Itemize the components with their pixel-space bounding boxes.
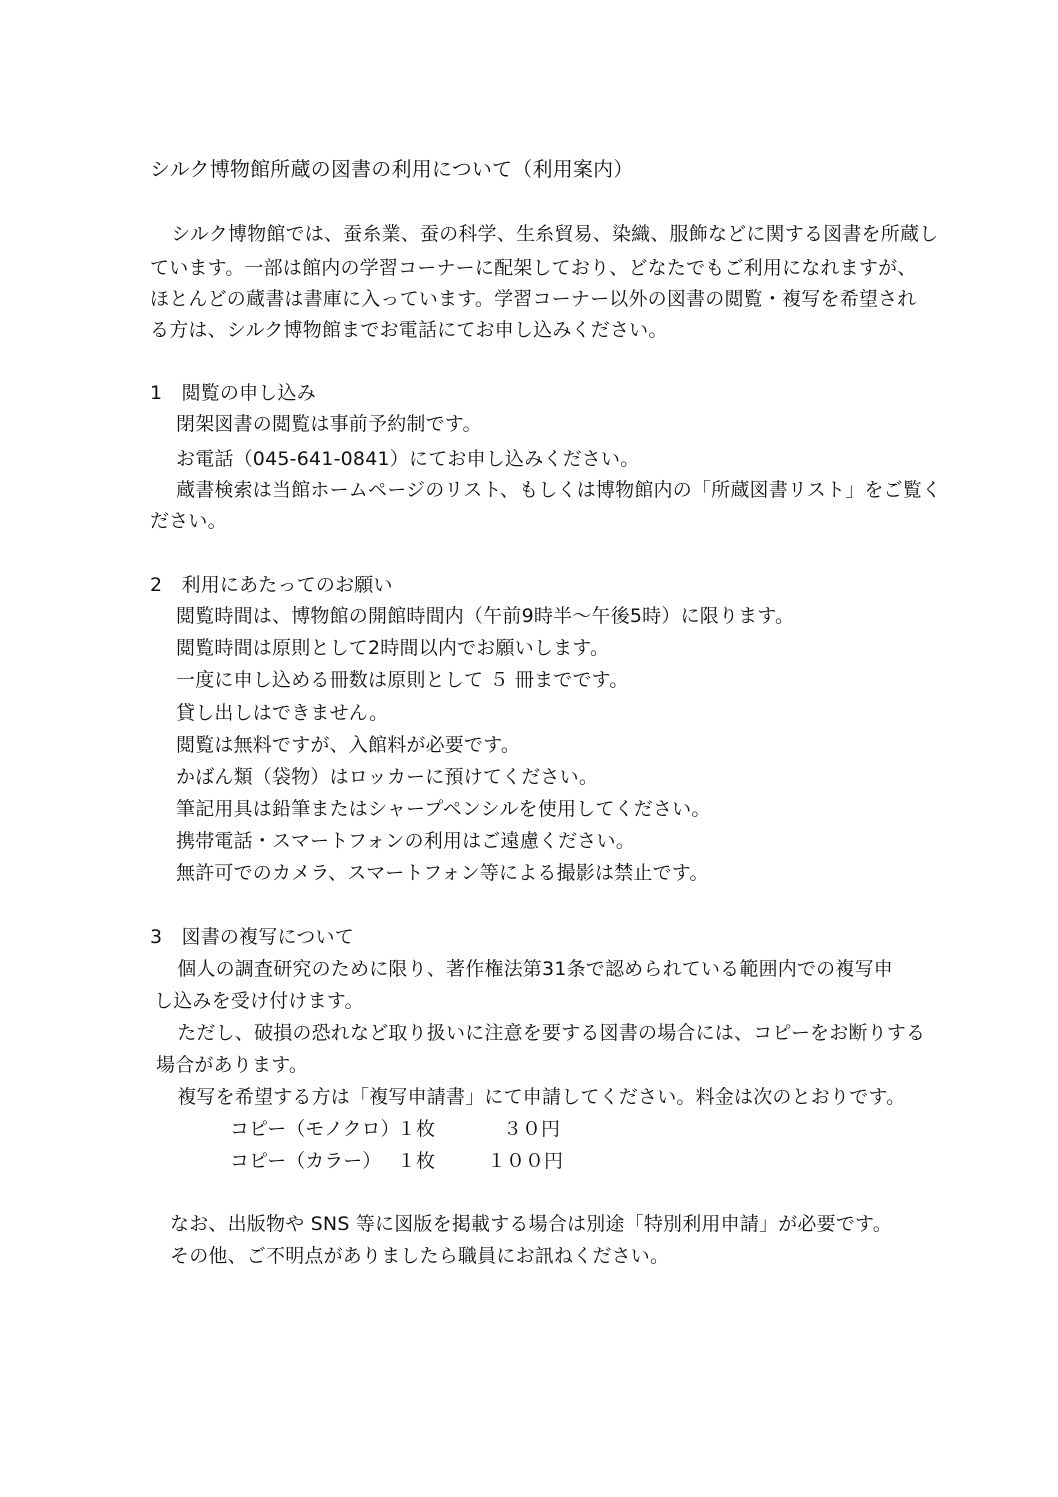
section1-line: お電話（045-641-0841）にてお申し込みください。: [176, 448, 640, 470]
section3-line: ただし、破損の恐れなど取り扱いに注意を要する図書の場合には、コピーをお断りする: [158, 1022, 926, 1044]
section2-line: 筆記用具は鉛筆またはシャープペンシルを使用してください。: [176, 798, 711, 820]
section2-line: 無許可でのカメラ、スマートフォン等による撮影は禁止です。: [176, 862, 709, 884]
section2-line: 閲覧時間は、博物館の開館時間内（午前9時半～午後5時）に限ります。: [176, 605, 795, 627]
price-item: コピー（カラー）: [230, 1150, 382, 1172]
page-title: シルク博物館所蔵の図書の利用について（利用案内）: [150, 157, 634, 181]
intro-line: ほとんどの蔵書は書庫に入っています。学習コーナー以外の図書の閲覧・複写を希望され: [150, 288, 917, 310]
section1-heading: 1 閲覧の申し込み: [150, 382, 316, 404]
section2-line: 閲覧時間は原則として2時間以内でお願いします。: [176, 637, 610, 659]
section1-line: ださい。: [150, 510, 227, 532]
price-unit: １枚: [397, 1118, 436, 1140]
footer-line: その他、ご不明点がありましたら職員にお訊ねください。: [170, 1245, 670, 1267]
price-row-mono: [230, 1117, 590, 1141]
section3-line: 個人の調査研究のために限り、著作権法第31条で認められている範囲内での複写申: [158, 958, 893, 980]
section3-heading: 3 図書の複写について: [150, 926, 354, 948]
section2-line: かばん類（袋物）はロッカーに預けてください。: [176, 766, 599, 788]
section1-line: 閉架図書の閲覧は事前予約制です。: [176, 413, 482, 435]
section2-line: 携帯電話・スマートフォンの利用はご遠慮ください。: [176, 830, 635, 852]
section2-line: 貸し出しはできません。: [176, 702, 389, 724]
intro-line: シルク博物館では、蚕糸業、蚕の科学、生糸貿易、染織、服飾などに関する図書を所蔵し: [152, 223, 939, 245]
intro-line: ています。一部は館内の学習コーナーに配架しており、どなたでもご利用になれますが、: [150, 257, 917, 279]
section2-line: 閲覧は無料ですが、入館料が必要です。: [176, 734, 521, 756]
price-row-color: [230, 1149, 590, 1173]
footer-line: なお、出版物や SNS 等に図版を掲載する場合は別途「特別利用申請」が必要です。: [170, 1213, 892, 1235]
price-unit: １枚: [397, 1150, 436, 1172]
section1-line: 蔵書検索は当館ホームページのリスト、もしくは博物館内の「所蔵図書リスト」をご覧く: [176, 479, 942, 501]
section2-heading: 2 利用にあたってのお願い: [150, 574, 393, 596]
section3-line: 複写を希望する方は「複写申請書」にて申請してください。料金は次のとおりです。: [158, 1086, 906, 1108]
section3-line: し込みを受け付けます。: [154, 990, 364, 1012]
price-item: コピー（モノクロ）: [230, 1118, 400, 1140]
intro-line: る方は、シルク博物館までお電話にてお申し込みください。: [150, 319, 668, 341]
price-value: １００円: [487, 1150, 564, 1172]
section2-line: 一度に申し込める冊数は原則として ５ 冊までです。: [176, 669, 629, 691]
price-value: ３０円: [503, 1118, 561, 1140]
section3-line: 場合があります。: [156, 1054, 309, 1076]
